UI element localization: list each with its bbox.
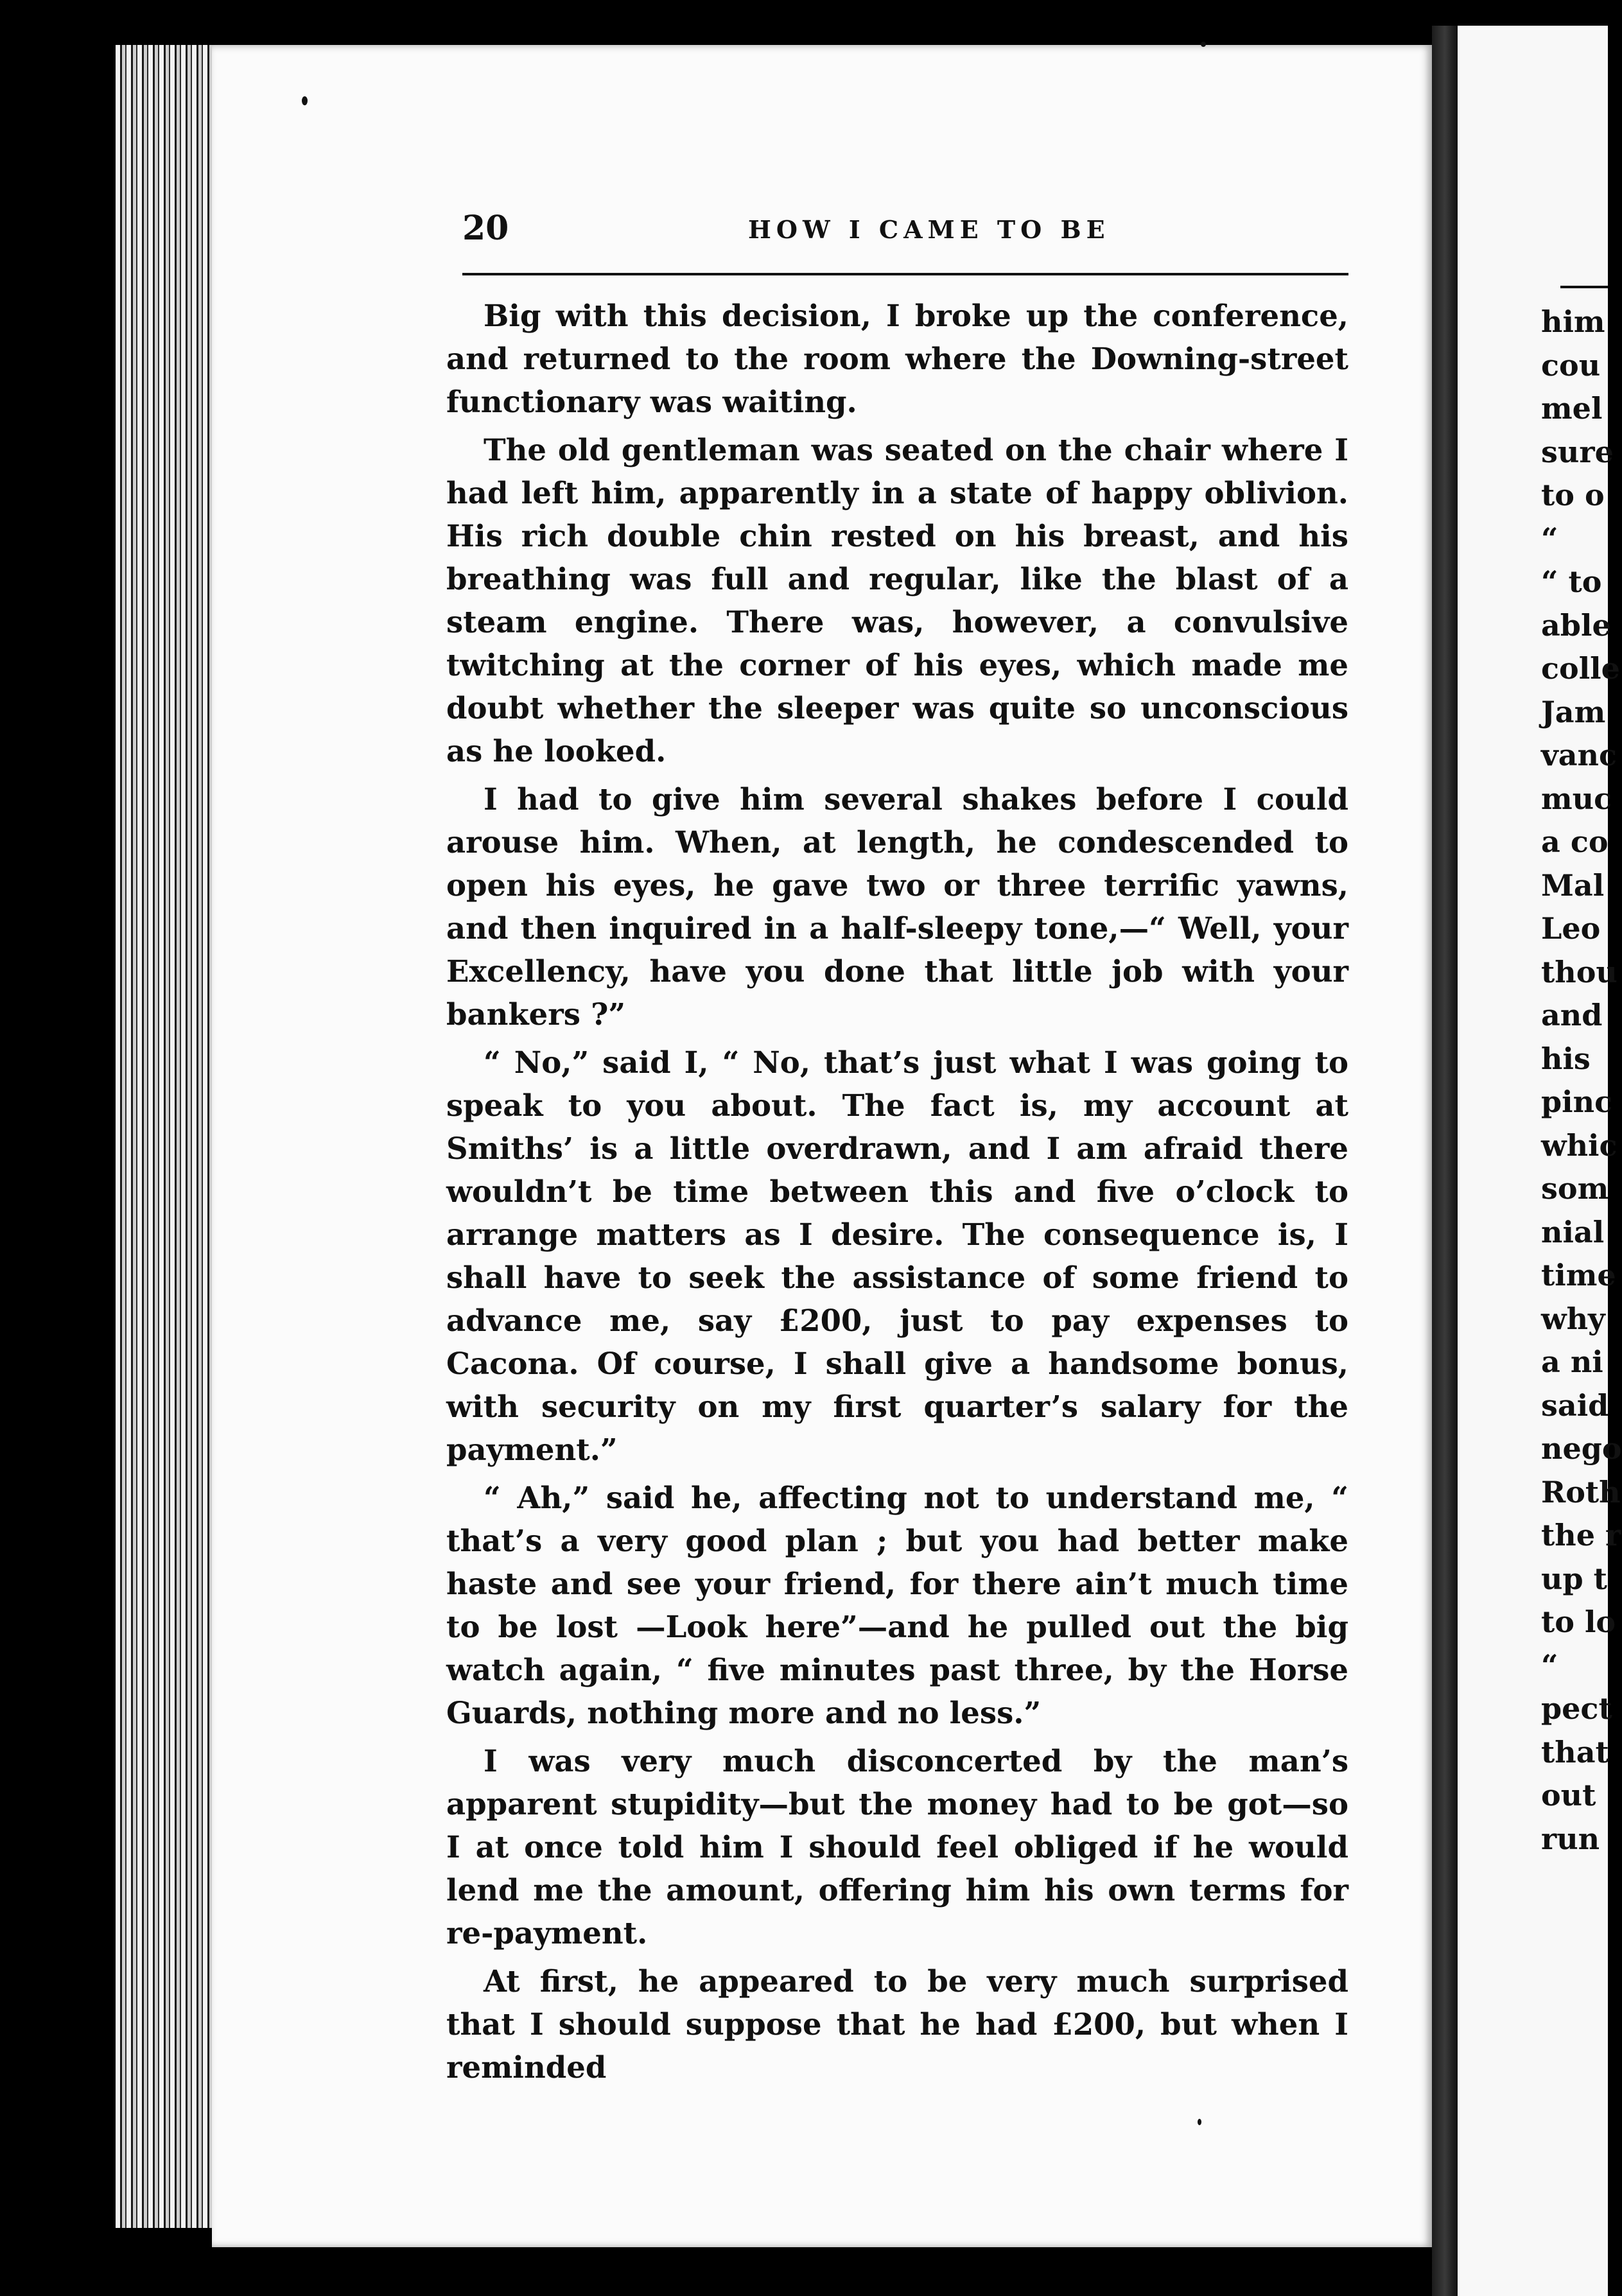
facing-page-line: a co: [1541, 824, 1609, 859]
facing-page-line: up t: [1541, 1561, 1607, 1596]
facing-page-line: whic: [1541, 1127, 1618, 1163]
facing-page-line: Jam: [1541, 694, 1606, 729]
paragraph: “ No,” said I, “ No, that’s just what I was going to speak to you about. The fact is, my account at Smiths’ is a little overdrawn, and I am afraid there wouldn’t be time between this and five o’clock to arrange matters as I desire. The consequence is, I shall have to seek the assistance of some friend to advance me, say £200, just to pay expenses to Cacona. Of course, I shall give a handsome bonus, with security on my first quarter’s salary for the payment.”: [446, 1045, 1348, 1467]
print-speck: [1201, 42, 1206, 47]
facing-page-line: his: [1541, 1041, 1591, 1076]
book-gutter: [1432, 26, 1458, 2296]
print-speck: [302, 96, 308, 105]
print-speck: [1198, 2119, 1201, 2125]
facing-page-line: Leo: [1541, 911, 1601, 946]
paragraph: “ Ah,” said he, affecting not to understand me, “ that’s a very good plan ; but you had better make haste and see your friend, for there ain’t much time to be lost —Look here”—and he pulled out the big watch again, “ five minutes past three, by the Horse Guards, nothing more and no less.”: [446, 1480, 1348, 1730]
facing-page-text: [1541, 300, 1622, 1861]
facing-page-line: run: [1541, 1821, 1600, 1856]
facing-page-line: nial: [1541, 1214, 1605, 1249]
page-header: [462, 209, 1348, 260]
header-rule: [462, 273, 1348, 275]
facing-page-line: mel: [1541, 391, 1603, 426]
facing-page-line: that: [1541, 1734, 1609, 1770]
facing-page-line: the r: [1541, 1518, 1621, 1552]
facing-page-line: pinc: [1541, 1084, 1613, 1119]
running-head: HOW I CAME TO BE: [748, 215, 1110, 244]
facing-page-line: and: [1541, 998, 1603, 1032]
facing-page-line: Roth: [1541, 1474, 1621, 1509]
facing-page-line: pect: [1541, 1691, 1612, 1726]
facing-page-line: “: [1541, 1648, 1558, 1683]
facing-page-line: cou: [1541, 347, 1601, 383]
paragraph: Big with this decision, I broke up the conference, and returned to the room where the Downing-street functionary was waiting.: [446, 298, 1348, 419]
facing-page-line: thou: [1541, 954, 1618, 989]
facing-page-line: muc: [1541, 781, 1612, 816]
facing-page-line: said: [1541, 1387, 1609, 1423]
facing-page-line: som: [1541, 1171, 1609, 1206]
page-number: 20: [462, 209, 509, 248]
facing-page-line: nego: [1541, 1431, 1622, 1466]
facing-page-line: why: [1541, 1301, 1605, 1336]
facing-page-line: “ to: [1541, 564, 1602, 599]
facing-page-line: a ni: [1541, 1344, 1603, 1379]
facing-page-line: able: [1541, 607, 1611, 643]
facing-page-line: Mal: [1541, 867, 1605, 903]
facing-page-line: sure: [1541, 434, 1614, 469]
facing-page-line: to o: [1541, 478, 1605, 512]
facing-page-line: out: [1541, 1778, 1596, 1813]
facing-page-line: time: [1541, 1258, 1616, 1292]
facing-page-line: to lo: [1541, 1605, 1616, 1639]
paragraph: I had to give him several shakes before I could arouse him. When, at length, he condescended to open his eyes, he gave two or three terrific yawns, and then inquired in a half-sleepy tone,—“ Well, your Excellency, have you done that little job with your bankers ?”: [446, 781, 1348, 1032]
paragraph: The old gentleman was seated on the chair where I had left him, apparently in a state of happy oblivion. His rich double chin rested on his breast, and his breathing was full and regular, like the blast of a steam engine. There was, however, a convulsive twitching at the corner of his eyes, which made me doubt whether the sleeper was quite so unconscious as he looked.: [446, 432, 1348, 769]
page-edges: [116, 45, 225, 2228]
facing-page-rule: [1560, 286, 1608, 288]
paragraph: At first, he appeared to be very much surprised that I should suppose that he had £200, but when I reminded: [446, 1963, 1348, 2085]
facing-page-line: colle: [1541, 651, 1620, 686]
facing-page-line: vanc: [1541, 738, 1617, 772]
body-text: [446, 294, 1348, 2094]
paragraph: I was very much disconcerted by the man’s apparent stupidity—but the money had to be got—so I at once told him I should feel obliged if he would lend me the amount, offering him his own terms for re-payment.: [446, 1743, 1348, 1951]
facing-page-line: “: [1541, 521, 1558, 556]
facing-page-line: him: [1541, 304, 1605, 339]
